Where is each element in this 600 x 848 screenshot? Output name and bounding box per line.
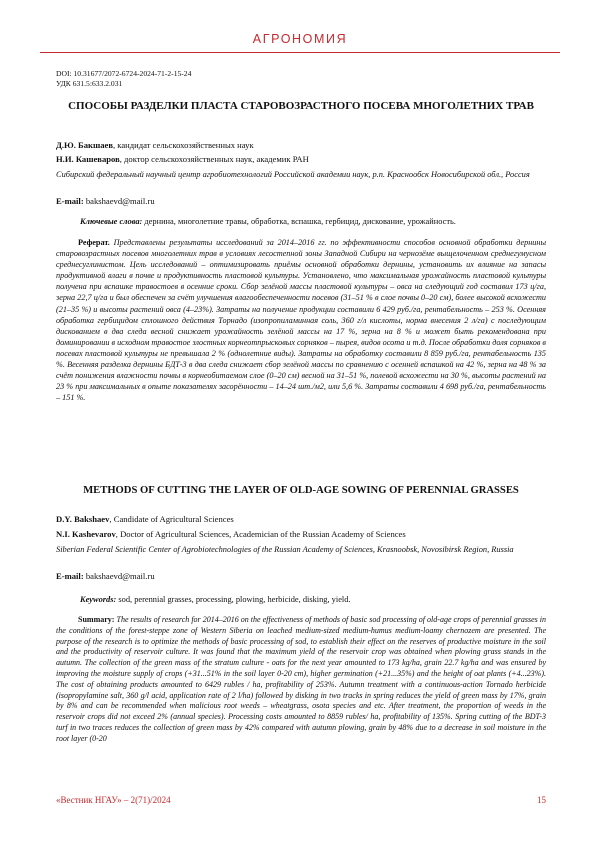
article-meta: [56, 69, 546, 89]
author-name: Д.Ю. Бакшаев: [56, 140, 113, 150]
author-degree: , Candidate of Agricultural Sciences: [109, 514, 234, 524]
author-degree: , доктор сельскохозяйственных наук, академик РАН: [119, 154, 309, 164]
header-divider: [40, 52, 560, 53]
author-en-2: [56, 529, 546, 541]
abstract-en: [56, 615, 546, 745]
abstract-text: Представлены результаты исследований за 2014–2016 гг. по эффективности способов основной обработки дернины старовозрастных посевов многолетних трав в условиях лесостепной зоны Западной Сибири на чернозёме выщелоченном среднегумусном среднесуглинистом. Цель исследований – оптимизировать приёмы основной обработки дернины, установить их влияние на запасы продуктивной влаги в почве и продуктивность пластовой культуры. Установлено, что максимальная урожайность пластовой культуры получена при вспашке травостоев в осенние сроки. Сбор зелёной массы пластовой культуры – овса на следующий год составил 173 ц/га, зерна 22,7 ц/га и был обеспечен за счёт улучшения влагообеспеченности посевов (31–51 % в слое почвы 0–20 см), более высокой всхожести (21–35 %) и высоты растений овса (4–23%). Затраты на получение продукции составили 6 429 руб./га, рентабельность – 253 %. Осенняя обработка гербицидом сплошного действия Торнадо (изопропиламинная соль, 360 г/л кислоты, норма внесения 2 л/га) с последующим дискованием в два следа весной снижает урожайность зелёной массы на 17 %, зерна на 8 % и может быть рекомендована при доминировании в исходном травостое злостных корнеотпрысковых сорняков – пырея, видов осота и т.д. После обработки доля сорняков в посевах пластовой культуры не превышала 2 % (однолетние виды). Затраты на обработку составили 8 859 руб./га, рентабельность 135 %. Весенняя разделка дернины БДТ-3 в два следа снижает сбор зелёной массы по сравнению с осенней вспашкой на 42 %, зерна на 48 % за счёт понижения влажности почвы в корнеобитаемом слое (0–20 см) весной на 31–51 %, полевой всхожести на 30 %, высоты растений на 23 % при максимальных в опыте показателях засорённости – 14–24 шт./м2, или 5,6 %. Затраты составили 4 698 руб./га, рентабельность – 151 %.: [56, 238, 547, 403]
page-number: 15: [537, 795, 546, 805]
udk: УДК 631.5:633.2.031: [56, 79, 123, 88]
doi[interactable]: DOI: 10.31677/2072-6724-2024-71-2-15-24: [56, 69, 192, 78]
affiliation-ru: Сибирский федеральный научный центр агробиотехнологий Российской академии наук, р.п. Краснообск Новосибирской обл., Россия: [56, 170, 530, 179]
email-link[interactable]: bakshaevd@mail.ru: [85, 196, 155, 206]
author-ru-1: [56, 140, 546, 152]
abstract-label: Summary:: [78, 615, 115, 624]
keywords-text: sod, perennial grasses, processing, plowing, herbicide, disking, yield.: [118, 595, 351, 604]
author-name: Н.И. Кашеваров: [56, 154, 120, 164]
section-title: АГРОНОМИЯ: [252, 32, 348, 46]
author-ru-2: [56, 154, 546, 166]
author-degree: , Doctor of Agricultural Sciences, Academician of the Russian Academy of Sciences: [115, 529, 406, 539]
email-en: [56, 571, 546, 582]
abstract-text: The results of research for 2014–2016 on the effectiveness of methods of basic sod processing of old-age crops of perennial grasses in the conditions of the forest-steppe zone of Western Siberia on leached medium-sized medium-humus medium-loamy chernozem are presented. The purpose of the research is to optimize the methods of basic processing of sod, to establish their effect on the reserves of productive moisture in the soil and the productivity of reservoir culture. It was found that the maximum yield of the reservoir crop was obtained when plowing grass stands in the autumn. The collection of the green mass of the stratum culture - oats for the next year amounted to 173 kg/ha, grain 22.7 kg/ha and was ensured by improving the moisture supply of crops (+31...51% in the soil layer 0-20 cm), higher germination (+21...35%) and the height of oat plants (+4...23%). The cost of obtaining products amounted to 6429 rubles / ha, profitability of 253%. Autumn treatment with a continuous-action Tornado herbicide (isopropylamine salt, 360 g/l acid, application rate of 2 l/ha) followed by disking in two tracks in spring reduces the yield of green mass by 17%, grain by 8% and can be recommended when malicious root weeds – wheatgrass, osota species and etc. After treatment, the proportion of weeds in the reservoir crops did not exceed 2% (annual species). Processing costs amounted to 8859 rubles/ ha, profitability of 135%. Spring cutting of the BDT-3 turf in two traces reduces the collection of green mass by 42% compared with autumn plowing, grain by 48% due to a decrease in soil moisture in the root layer (0-20: [56, 615, 547, 743]
keywords-text: дернина, многолетние травы, обработка, вспашка, гербицид, дискование, урожайность.: [144, 217, 456, 226]
email-label: E-mail:: [56, 571, 84, 581]
keywords-label: Ключевые слова:: [80, 217, 143, 226]
abstract-ru: [56, 237, 546, 403]
author-en-1: [56, 514, 546, 526]
title-ru: СПОСОБЫ РАЗДЕЛКИ ПЛАСТА СТАРОВОЗРАСТНОГО ПОСЕВА МНОГОЛЕТНИХ ТРАВ: [68, 100, 534, 112]
journal-issue: «Вестник НГАУ» – 2(71)/2024: [56, 795, 171, 805]
email-link[interactable]: bakshaevd@mail.ru: [85, 571, 155, 581]
keywords-en: [80, 594, 546, 605]
author-name: N.I. Kashevarov: [56, 529, 116, 539]
author-name: D.Y. Bakshaev: [56, 514, 110, 524]
affiliation-en: Siberian Federal Scientific Center of Agrobiotechnologies of the Russian Academy of Sciences, Krasnoobsk, Novosibirsk Region, Russia: [56, 545, 514, 554]
keywords-ru: [80, 216, 546, 227]
keywords-label: Keywords:: [80, 595, 117, 604]
email-label: E-mail:: [56, 196, 84, 206]
email-ru: [56, 196, 546, 207]
author-degree: , кандидат сельскохозяйственных наук: [112, 140, 254, 150]
title-en: METHODS OF CUTTING THE LAYER OF OLD-AGE SOWING OF PERENNIAL GRASSES: [83, 485, 519, 496]
abstract-label: Реферат.: [78, 238, 110, 247]
section-header: [0, 30, 600, 52]
